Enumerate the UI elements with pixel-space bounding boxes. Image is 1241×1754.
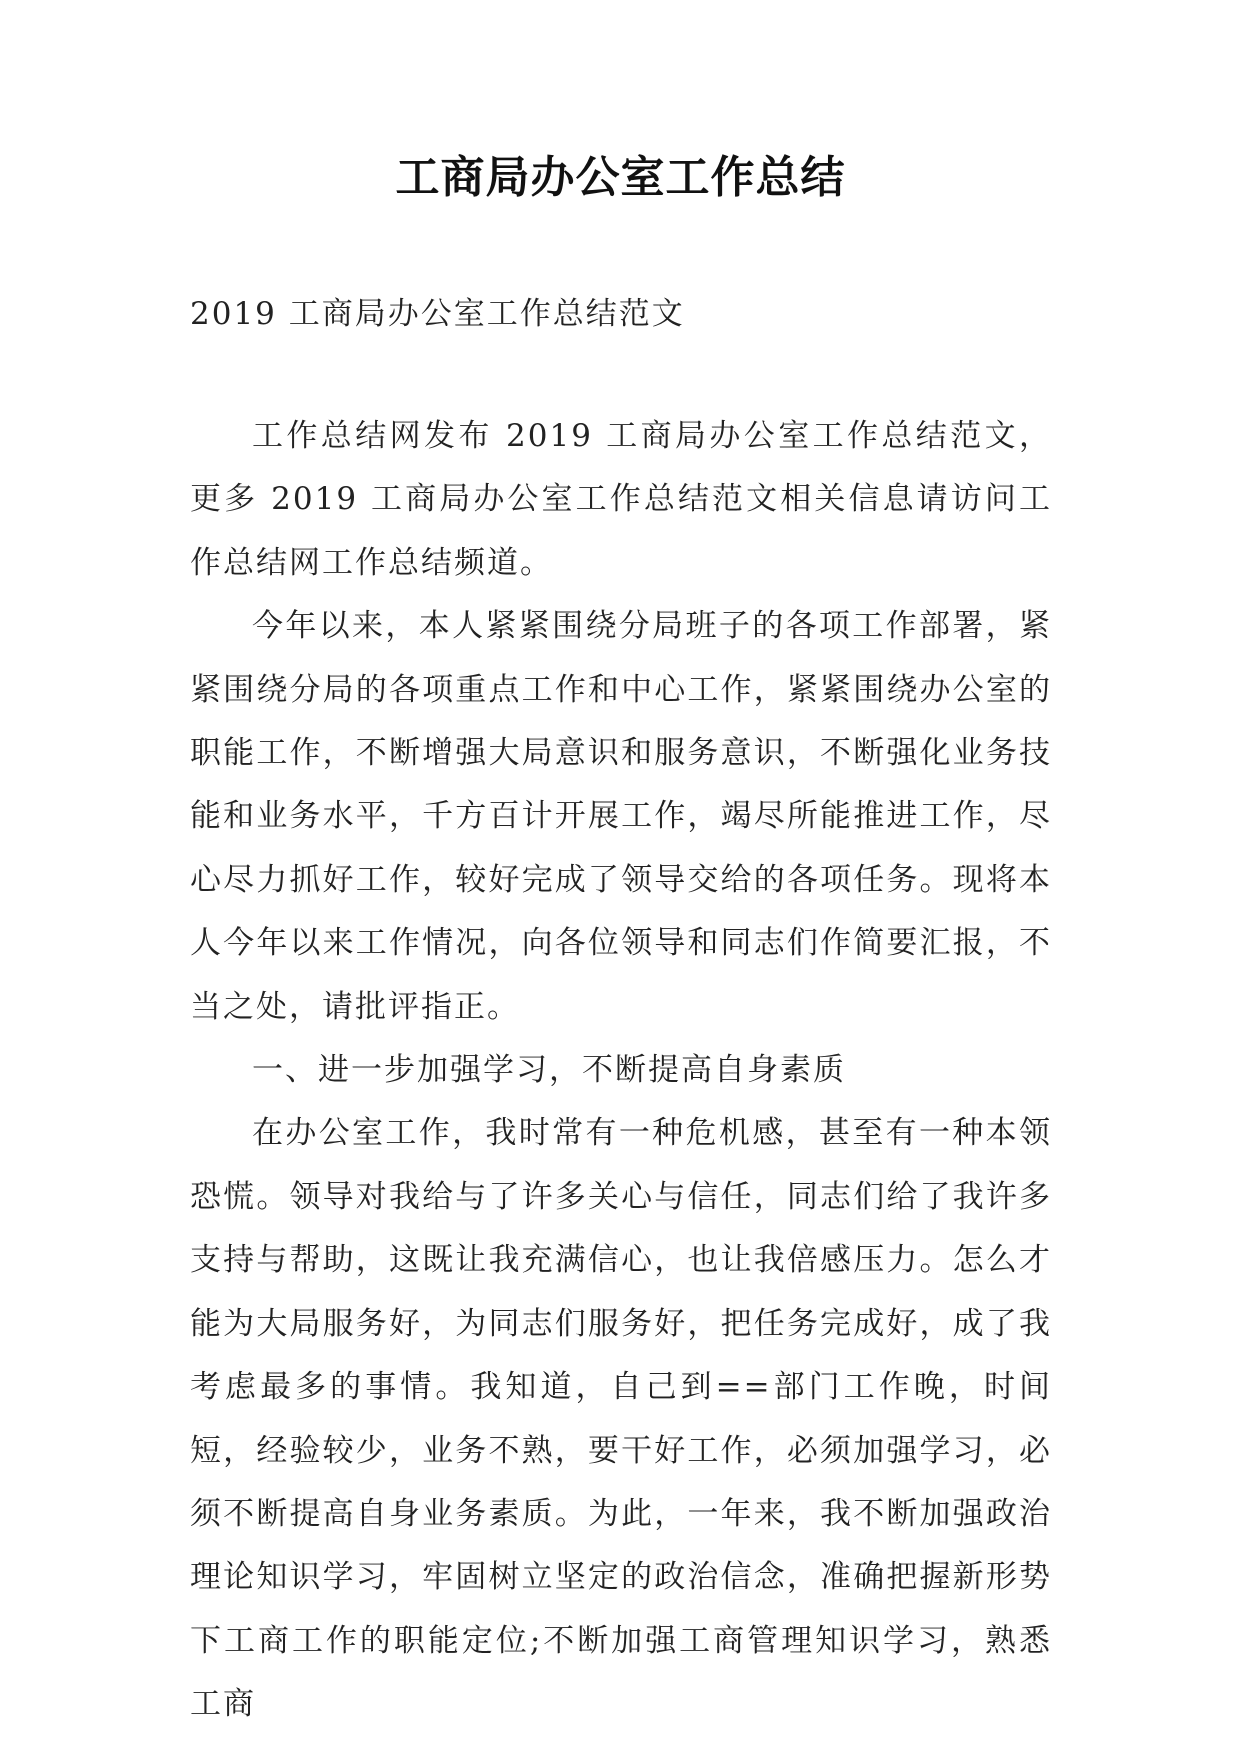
paragraph-intro: 工作总结网发布 2019 工商局办公室工作总结范文，更多 2019 工商局办公室工作总结范文相关信息请访问工作总结网工作总结频道。 bbox=[190, 418, 1052, 581]
document-body bbox=[190, 405, 1052, 1737]
section-heading: 一、进一步加强学习，不断提高自身素质 bbox=[252, 1052, 846, 1089]
paragraph-study: 在办公室工作，我时常有一种危机感，甚至有一种本领恐慌。领导对我给与了许多关心与信任，同志们给了我许多支持与帮助，这既让我充满信心，也让我倍感压力。怎么才能为大局服务好，为同志们服务好，把任务完成好，成了我考虑最多的事情。我知道，自己到==部门工作晚，时间短，经验较少，业务不熟，要干好工作，必须加强学习，必须不断提高自身业务素质。为此，一年来，我不断加强政治理论知识学习，牢固树立坚定的政治信念，准确把握新形势下工商工作的职能定位;不断加强工商管理知识学习，熟悉工商 bbox=[190, 1115, 1052, 1723]
document-subtitle: 2019 工商局办公室工作总结范文 bbox=[190, 296, 685, 332]
paragraph-summary: 今年以来，本人紧紧围绕分局班子的各项工作部署，紧紧围绕分局的各项重点工作和中心工作，紧紧围绕办公室的职能工作，不断增强大局意识和服务意识，不断强化业务技能和业务水平，千方百计开展工作，竭尽所能推进工作，尽心尽力抓好工作，较好完成了领导交给的各项任务。现将本人今年以来工作情况，向各位领导和同志们作简要汇报，不当之处，请批评指正。 bbox=[190, 608, 1052, 1025]
document-title: 工商局办公室工作总结 bbox=[395, 152, 846, 203]
